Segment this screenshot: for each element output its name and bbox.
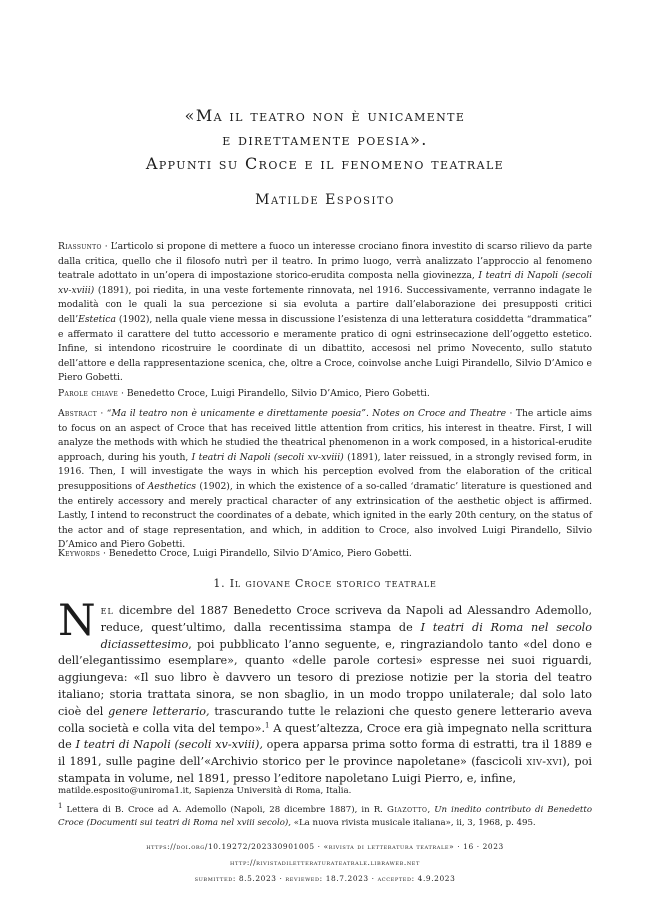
footnote-text-1: Lettera di B. Croce ad A. Ademollo (Napoli, 28 dicembre 1887), in R.	[66, 805, 387, 815]
riassunto-text-3: (1902), nella quale viene messa in discussione l’esistenza di una letteratura cosiddetta “drammatica” e affermato il carattere del tutto accessorio e meramente pratico di ogni estrinsecazione dell’oggetto estetico. Infine, si intendono ricostruire le coordinate di un dibattito, accesosi nel primo Novecento, sullo statuto dell’attore e della rappresentazione scenica, che, oltre a Croce, coinvolse anche Luigi Pirandello, Silvio D’Amico e Piero Gobetti.	[58, 313, 592, 384]
abstract-separator: ·	[97, 408, 107, 419]
riassunto-italic-1: I teatri di Napoli (secoli xv-xviii)	[58, 270, 593, 296]
section-number: 1.	[213, 577, 226, 590]
article-title	[40, 104, 610, 176]
abstract-italic-2: Aesthetics	[147, 480, 196, 492]
abstract-title: “Ma il teatro non è unicamente e direttamente poesia”. Notes on Croce and Theatre	[106, 408, 507, 419]
abstract-paragraph	[58, 407, 592, 553]
riassunto-label: Riassunto	[58, 241, 102, 252]
footnote-number: 1	[58, 802, 63, 811]
body-italic-1: I teatri di Roma nel secolo diciassettesimo	[100, 620, 592, 651]
body-text-3: trascurando tutte le relazioni che questo genere letterario aveva colla società e colla vita del tempo».	[58, 704, 592, 735]
footnote-text-3: «La nuova rivista musicale italiana», ii, 3, 1968, p. 495.	[290, 818, 536, 828]
parole-chiave-label: Parole chiave	[58, 388, 119, 399]
riassunto-text-1: L’articolo si propone di mettere a fuoco un interesse crociano finora investito di scarso rilievo da parte dalla critica, quello che il filosofo nutrì per il teatro. In primo luogo, verrà analizzato l’approccio al fenomeno teatrale adottato in un’opera di impostazione storico-erudita composta nella giovinezza,	[58, 241, 593, 282]
title-line-3: Appunti su Croce e il fenomeno teatrale	[145, 154, 505, 173]
drop-cap: N	[58, 596, 96, 646]
abstract-label: Abstract	[58, 408, 97, 419]
abstract-text-2: (1891), later reissued, in a strongly revised form, in 1916. Then, I will investigate the ways in which his perception evolved from the elaboration of the critical presuppositions of	[58, 451, 592, 492]
lead-in: el	[100, 604, 114, 617]
parole-chiave-paragraph	[58, 387, 592, 402]
riassunto-italic-2: Estetica	[78, 313, 116, 325]
body-text-5: opera apparsa prima sotto forma di estratti, tra il 1889 e il 1891, sulle pagine dell’«Archivio storico per le province napoletane» (fascicoli	[58, 738, 592, 769]
section-title: Il giovane Croce storico teatrale	[229, 577, 437, 590]
footnote-author: Giazotto	[386, 805, 428, 815]
keywords-label: Keywords	[58, 548, 101, 559]
riassunto-paragraph	[58, 240, 592, 386]
abstract-text-3: (1902), in which the existence of a so-called ‘dramatic’ literature is questioned and the entirely accessory and merely practical character of any extrinsication of the aesthetic object is affirmed. Lastly, I intend to reconstruct the coordinates of a debate, which ignited in the early 20th century, on the status of the actor and of stage representation, and which, in addition to Croce, also involved Luigi Pirandello, Silvio D’Amico and Piero Gobetti.	[58, 480, 593, 551]
title-line-2: e direttamente poesia».	[222, 130, 428, 149]
body-text-4: A quest’altezza, Croce era già impegnato nella scrittura de	[58, 721, 592, 752]
riassunto-text-2: (1891), poi riedita, in una veste fortemente rinnovata, nel 1916. Successivamente, verranno indagate le modalità con le quali la sua percezione si sia evoluta a partire dall’elaborazione dei presupposti critici dell’	[58, 284, 592, 325]
author-name: Matilde Esposito	[255, 192, 395, 208]
keywords-text: Benedetto Croce, Luigi Pirandello, Silvio D’Amico, Piero Gobetti.	[108, 548, 412, 559]
footnote-1	[58, 804, 592, 830]
body-text-6: ), poi stampata in volume, nel 1891, presso l’editore napoletano Luigi Pierro, e, infine,	[58, 755, 593, 785]
keywords-paragraph	[58, 547, 592, 562]
keywords-separator: ·	[100, 548, 109, 559]
doi-line[interactable]: https://doi.org/10.19272/202330901005 · «rivista di letteratura teatrale» · 16 · 2023	[146, 842, 504, 851]
body-text-2: , poi pubblicato l’anno seguente, e, ringraziandolo tanto «del dono e dell’elegantissimo esemplare», quanto «delle parole cortesi» espresse nei suoi riguardi, aggiungeva: «Il suo libro è davvero un tesoro di preziose notizie per la storia del teatro italiano; storia trattata sinora, se non sbaglio, in un modo troppo unilaterale; dal solo lato cioè del	[58, 637, 592, 718]
riassunto-separator: ·	[101, 241, 111, 252]
body-text-1: dicembre del 1887 Benedetto Croce scriveva da Napoli ad Alessandro Ademollo, reduce, quest’ultimo, dalla recentissima stampa de	[100, 604, 592, 634]
footnote-reference[interactable]: 1	[265, 720, 270, 729]
body-smallcaps-1: xiv-xvi	[526, 755, 563, 769]
body-italic-2: genere letterario,	[108, 704, 210, 718]
author-affiliation: matilde.esposito@uniroma1.it, Sapienza Università di Roma, Italia.	[58, 786, 352, 796]
abstract-text-1: · The article aims to focus on an aspect of Croce that has received little attention from critics, his interest in theatre. First, I will analyze the methods with which he studied the theatrical phenomenon in a work composed, in a historical-erudite approach, during his youth,	[58, 408, 593, 463]
body-paragraph	[58, 596, 593, 788]
body-italic-3: I teatri di Napoli (secoli xv-xviii),	[75, 738, 263, 752]
footnote-text-2: ,	[427, 805, 435, 815]
submission-dates: submitted: 8.5.2023 · reviewed: 18.7.2023 · accepted: 4.9.2023	[194, 874, 456, 883]
journal-url[interactable]: http://rivistadiletteraturateatrale.libraweb.net	[230, 858, 420, 867]
title-line-1: «Ma il teatro non è unicamente	[184, 106, 466, 125]
footnote-italic: Un inedito contributo di Benedetto Croce (Documenti sui teatri di Roma nel xviii secolo),	[58, 805, 592, 828]
parole-chiave-separator: ·	[118, 388, 127, 399]
parole-chiave-text: Benedetto Croce, Luigi Pirandello, Silvio D’Amico, Piero Gobetti.	[126, 388, 430, 399]
abstract-italic-1: I teatri di Napoli (secoli xv-xviii)	[191, 451, 344, 463]
section-heading	[40, 577, 610, 590]
